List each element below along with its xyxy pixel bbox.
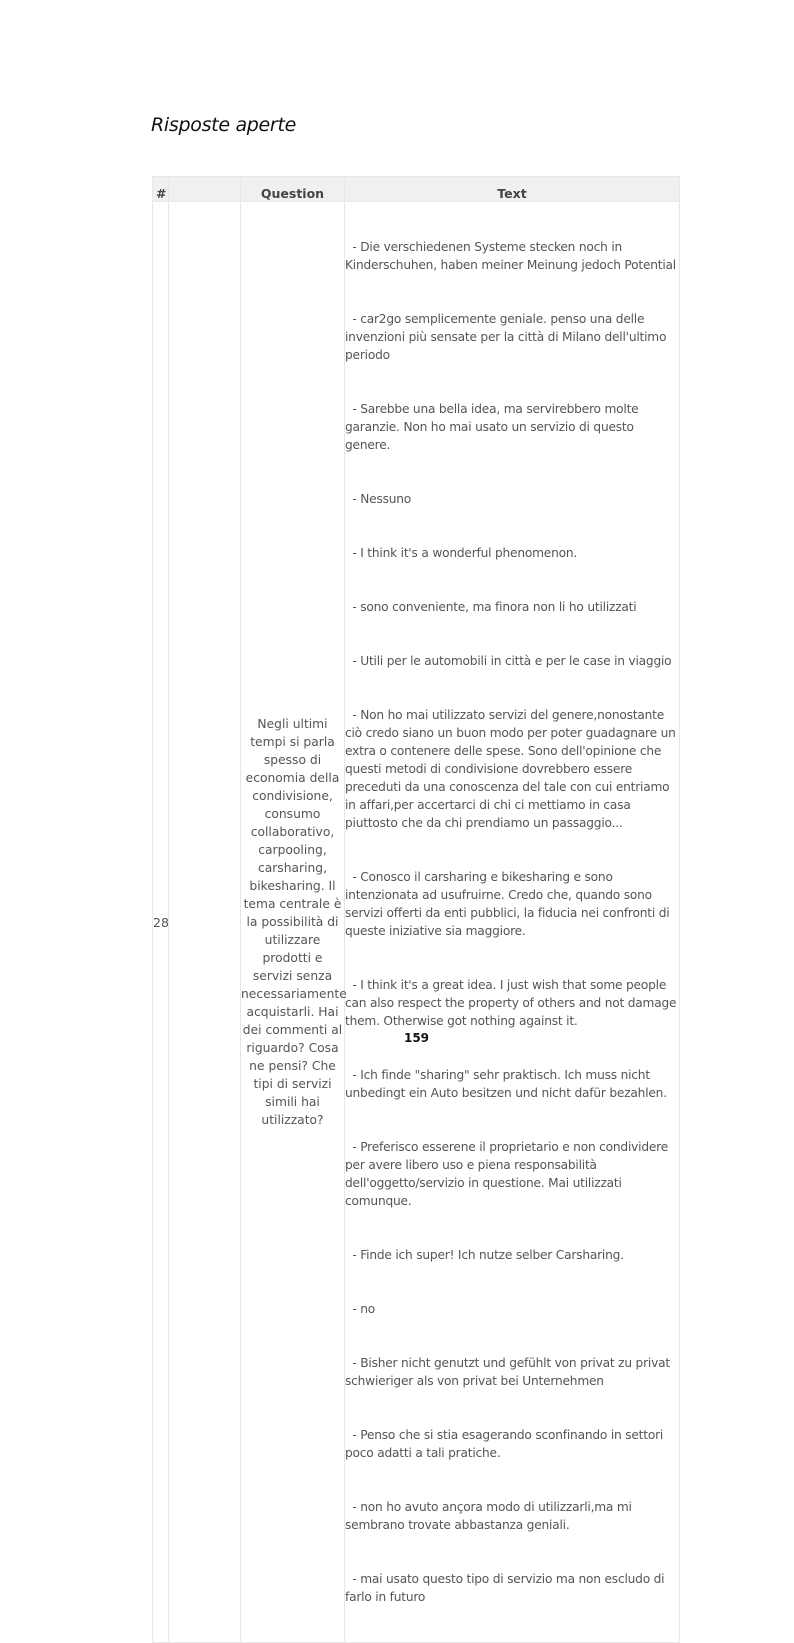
table-row — [153, 202, 680, 1643]
answer-item: - Non ho mai utilizzato servizi del genere,nonostante ciò credo siano un buon modo per poter guadagnare un extra o contenere delle spese. Sono dell'opinione che questi metodi di condivisione dovrebbero essere preceduti da una conoscenza del tale con cui entriamo in affari,per accertarci di chi ci mettiamo in casa piuttosto che da chi prendiamo un passaggio... — [345, 708, 680, 830]
answer-item: - Penso che si stia esagerando sconfinando in settori poco adatti a tali pratiche. — [345, 1428, 667, 1460]
table-header-row — [153, 177, 680, 202]
answer-item: - Die verschiedenen Systeme stecken noch in Kinderschuhen, haben meiner Meinung jedoch Potential — [345, 240, 676, 272]
page-number: 159 — [403, 1031, 430, 1045]
answer-item: - Utili per le automobili in città e per le case in viaggio — [345, 654, 672, 668]
answer-item: - no — [345, 1302, 376, 1316]
answer-item: - Ich finde "sharing" sehr praktisch. Ich muss nicht unbedingt ein Auto besitzen und nicht dafür bezahlen. — [345, 1068, 667, 1100]
header-blank — [169, 177, 241, 202]
header-number: # — [153, 177, 169, 202]
answer-item: - Bisher nicht genutzt und gefühlt von privat zu privat schwieriger als von privat bei Unternehmen — [345, 1356, 674, 1388]
answer-item: - I think it's a great idea. I just wish that some people can also respect the property of others and not damage them. Otherwise got nothing against it. — [345, 978, 681, 1028]
answer-item: - mai usato questo tipo di servizio ma non escludo di farlo in futuro — [345, 1572, 669, 1604]
question-cell: Negli ultimi tempi si parla spesso di economia della condivisione, consumo collaborativo, carpooling, carsharing, bikesharing. Il tema centrale è la possibilità di utilizzare prodotti e servizi senza necessariamente acquistarli. Hai dei commenti al riguardo? Cosa ne pensi? Che tipi di servizi simili hai utilizzato? — [241, 202, 345, 1643]
answer-item: - Preferisco esserene il proprietario e non condividere per avere libero uso e piena responsabilità dell'oggetto/servizio in questione. Mai utilizzati comunque. — [345, 1140, 672, 1208]
answer-item: - non ho avuto ançora modo di utilizzarli,ma mi sembrano trovate abbastanza geniali. — [345, 1500, 636, 1532]
answer-item: - Conosco il carsharing e bikesharing e sono intenzionata ad usufruirne. Credo che, quando sono servizi offerti da enti pubblici, la fiducia nei confronti di queste iniziative sia maggiore. — [345, 870, 674, 938]
header-text: Text — [345, 177, 680, 202]
answer-item: - car2go semplicemente geniale. penso una delle invenzioni più sensate per la città di Milano dell'ultimo periodo — [345, 312, 670, 362]
row-blank-cell — [169, 202, 241, 1643]
answer-item: - Sarebbe una bella idea, ma servirebbero molte garanzie. Non ho mai usato un servizio di questo genere. — [345, 402, 643, 452]
header-question: Question — [241, 177, 345, 202]
section-heading: Risposte aperte — [151, 114, 296, 136]
answer-item: - I think it's a wonderful phenomenon. — [345, 546, 578, 560]
answer-item: - Finde ich super! Ich nutze selber Carsharing. — [345, 1248, 624, 1262]
answers-cell — [345, 202, 680, 1643]
row-number: 28 — [153, 202, 169, 1643]
responses-table — [152, 176, 680, 1643]
answer-item: - Nessuno — [345, 492, 412, 506]
answer-item: - sono conveniente, ma finora non li ho utilizzati — [345, 600, 637, 614]
